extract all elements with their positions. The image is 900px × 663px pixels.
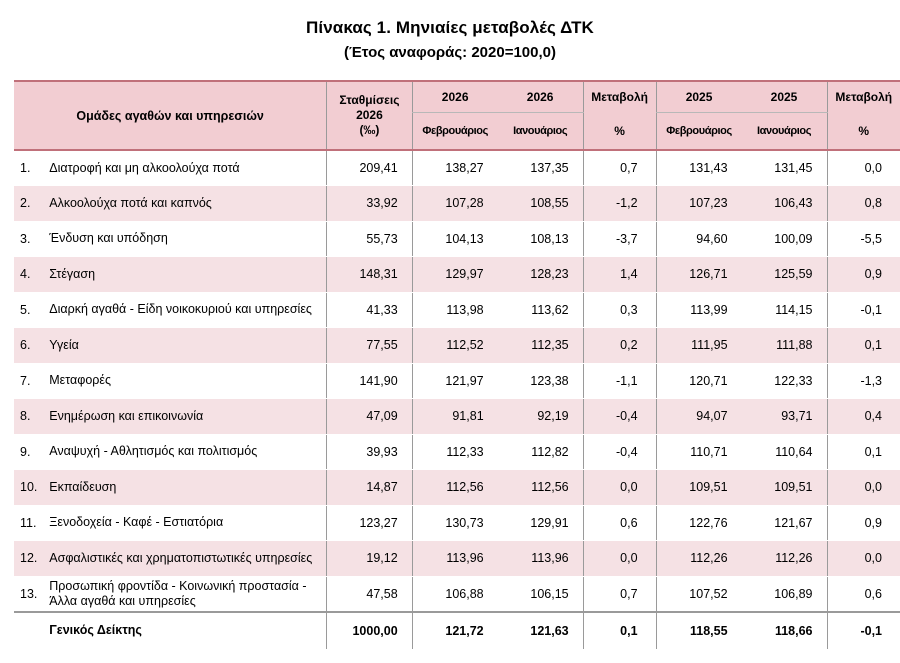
row-change-2026: -0,4 bbox=[583, 399, 656, 435]
row-number: 9. bbox=[14, 434, 45, 470]
row-jan-2025: 100,09 bbox=[742, 221, 827, 257]
row-number: 13. bbox=[14, 576, 45, 612]
row-change-2026: -1,2 bbox=[583, 186, 656, 222]
row-jan-2026: 112,82 bbox=[498, 434, 583, 470]
row-feb-2025: 107,23 bbox=[656, 186, 741, 222]
table-row bbox=[14, 221, 900, 257]
row-jan-2025: 114,15 bbox=[742, 292, 827, 328]
row-change-2026: -1,1 bbox=[583, 363, 656, 399]
row-jan-2025: 131,45 bbox=[742, 150, 827, 186]
row-weight: 39,93 bbox=[327, 434, 412, 470]
pct-header-2026: % bbox=[583, 113, 656, 151]
row-name: Ξενοδοχεία - Καφέ - Εστιατόρια bbox=[45, 505, 326, 541]
row-name: Προσωπική φροντίδα - Κοινωνική προστασία - Άλλα αγαθά και υπηρεσίες bbox=[45, 576, 326, 612]
row-change-2025: 0,0 bbox=[827, 541, 900, 577]
weights-header-line2: 2026 bbox=[356, 108, 383, 122]
row-jan-2025: 125,59 bbox=[742, 257, 827, 293]
table-row bbox=[14, 434, 900, 470]
row-name: Μεταφορές bbox=[45, 363, 326, 399]
row-feb-2025: 94,07 bbox=[656, 399, 741, 435]
weights-header-line1: Σταθμίσεις bbox=[339, 93, 400, 107]
table-header bbox=[14, 81, 900, 150]
total-num bbox=[14, 612, 45, 649]
row-change-2026: -3,7 bbox=[583, 221, 656, 257]
total-change-2025: -0,1 bbox=[827, 612, 900, 649]
year-header-2025-jan: 2025 bbox=[742, 81, 827, 113]
row-change-2026: 0,0 bbox=[583, 541, 656, 577]
total-row bbox=[14, 612, 900, 649]
row-name: Ενημέρωση και επικοινωνία bbox=[45, 399, 326, 435]
row-number: 4. bbox=[14, 257, 45, 293]
month-header-jan-2026: Ιανουάριος bbox=[498, 113, 583, 151]
table-title: Πίνακας 1. Μηνιαίες μεταβολές ΔΤΚ bbox=[306, 18, 594, 37]
row-name: Υγεία bbox=[45, 328, 326, 364]
month-header-feb-2026: Φεβρουάριος bbox=[412, 113, 497, 151]
total-feb-2025: 118,55 bbox=[656, 612, 741, 649]
pct-header-2025: % bbox=[827, 113, 900, 151]
row-jan-2025: 111,88 bbox=[742, 328, 827, 364]
row-feb-2026: 113,96 bbox=[412, 541, 497, 577]
table-row bbox=[14, 399, 900, 435]
total-change-2026: 0,1 bbox=[583, 612, 656, 649]
row-feb-2025: 122,76 bbox=[656, 505, 741, 541]
row-feb-2026: 138,27 bbox=[412, 150, 497, 186]
total-name: Γενικός Δείκτης bbox=[45, 612, 326, 649]
row-change-2026: 0,7 bbox=[583, 576, 656, 612]
row-jan-2026: 137,35 bbox=[498, 150, 583, 186]
row-feb-2025: 107,52 bbox=[656, 576, 741, 612]
row-feb-2026: 121,97 bbox=[412, 363, 497, 399]
row-name: Διατροφή και μη αλκοολούχα ποτά bbox=[45, 150, 326, 186]
month-header-feb-2025: Φεβρουάριος bbox=[656, 113, 741, 151]
table-row bbox=[14, 470, 900, 506]
row-number: 3. bbox=[14, 221, 45, 257]
row-feb-2025: 94,60 bbox=[656, 221, 741, 257]
table-row bbox=[14, 257, 900, 293]
row-feb-2026: 113,98 bbox=[412, 292, 497, 328]
row-weight: 123,27 bbox=[327, 505, 412, 541]
row-weight: 47,58 bbox=[327, 576, 412, 612]
row-number: 6. bbox=[14, 328, 45, 364]
table-row bbox=[14, 292, 900, 328]
row-number: 8. bbox=[14, 399, 45, 435]
row-change-2025: 0,1 bbox=[827, 434, 900, 470]
row-jan-2026: 108,13 bbox=[498, 221, 583, 257]
row-change-2026: 0,6 bbox=[583, 505, 656, 541]
row-jan-2025: 112,26 bbox=[742, 541, 827, 577]
row-change-2025: 0,0 bbox=[827, 470, 900, 506]
cpi-table bbox=[14, 80, 900, 649]
row-feb-2026: 91,81 bbox=[412, 399, 497, 435]
row-feb-2026: 104,13 bbox=[412, 221, 497, 257]
row-change-2025: -5,5 bbox=[827, 221, 900, 257]
row-change-2026: 0,0 bbox=[583, 470, 656, 506]
table-row bbox=[14, 541, 900, 577]
row-jan-2025: 109,51 bbox=[742, 470, 827, 506]
row-number: 2. bbox=[14, 186, 45, 222]
row-jan-2025: 93,71 bbox=[742, 399, 827, 435]
row-change-2026: 0,7 bbox=[583, 150, 656, 186]
row-jan-2025: 121,67 bbox=[742, 505, 827, 541]
row-feb-2025: 111,95 bbox=[656, 328, 741, 364]
row-jan-2025: 106,43 bbox=[742, 186, 827, 222]
table-body bbox=[14, 150, 900, 649]
row-name: Εκπαίδευση bbox=[45, 470, 326, 506]
year-header-2026-feb: 2026 bbox=[412, 81, 497, 113]
row-change-2025: 0,8 bbox=[827, 186, 900, 222]
row-weight: 55,73 bbox=[327, 221, 412, 257]
row-jan-2026: 106,15 bbox=[498, 576, 583, 612]
change-header-2026: Μεταβολή bbox=[583, 81, 656, 113]
row-change-2025: 0,9 bbox=[827, 505, 900, 541]
row-change-2026: 0,3 bbox=[583, 292, 656, 328]
table-row bbox=[14, 363, 900, 399]
row-weight: 19,12 bbox=[327, 541, 412, 577]
table-row bbox=[14, 576, 900, 612]
row-change-2025: -1,3 bbox=[827, 363, 900, 399]
row-jan-2026: 112,56 bbox=[498, 470, 583, 506]
row-weight: 148,31 bbox=[327, 257, 412, 293]
row-name: Αναψυχή - Αθλητισμός και πολιτισμός bbox=[45, 434, 326, 470]
total-feb-2026: 121,72 bbox=[412, 612, 497, 649]
row-feb-2025: 113,99 bbox=[656, 292, 741, 328]
row-jan-2026: 113,62 bbox=[498, 292, 583, 328]
row-change-2025: 0,9 bbox=[827, 257, 900, 293]
row-jan-2026: 129,91 bbox=[498, 505, 583, 541]
row-name: Διαρκή αγαθά - Είδη νοικοκυριού και υπηρεσίες bbox=[45, 292, 326, 328]
row-jan-2026: 92,19 bbox=[498, 399, 583, 435]
row-jan-2025: 110,64 bbox=[742, 434, 827, 470]
row-change-2026: 1,4 bbox=[583, 257, 656, 293]
table-row bbox=[14, 328, 900, 364]
row-name: Αλκοολούχα ποτά και καπνός bbox=[45, 186, 326, 222]
row-number: 5. bbox=[14, 292, 45, 328]
row-feb-2025: 131,43 bbox=[656, 150, 741, 186]
row-jan-2025: 106,89 bbox=[742, 576, 827, 612]
row-name: Ασφαλιστικές και χρηματοπιστωτικές υπηρεσίες bbox=[45, 541, 326, 577]
row-change-2026: -0,4 bbox=[583, 434, 656, 470]
row-weight: 141,90 bbox=[327, 363, 412, 399]
row-change-2025: -0,1 bbox=[827, 292, 900, 328]
row-change-2025: 0,4 bbox=[827, 399, 900, 435]
row-feb-2026: 129,97 bbox=[412, 257, 497, 293]
row-number: 12. bbox=[14, 541, 45, 577]
row-weight: 77,55 bbox=[327, 328, 412, 364]
row-change-2025: 0,0 bbox=[827, 150, 900, 186]
row-number: 11. bbox=[14, 505, 45, 541]
table-row bbox=[14, 186, 900, 222]
table-row bbox=[14, 150, 900, 186]
row-weight: 209,41 bbox=[327, 150, 412, 186]
row-feb-2026: 106,88 bbox=[412, 576, 497, 612]
row-number: 10. bbox=[14, 470, 45, 506]
row-change-2026: 0,2 bbox=[583, 328, 656, 364]
row-jan-2026: 112,35 bbox=[498, 328, 583, 364]
year-header-2026-jan: 2026 bbox=[498, 81, 583, 113]
total-jan-2025: 118,66 bbox=[742, 612, 827, 649]
table-subtitle: (Έτος αναφοράς: 2020=100,0) bbox=[344, 44, 556, 61]
row-feb-2026: 112,33 bbox=[412, 434, 497, 470]
row-weight: 41,33 bbox=[327, 292, 412, 328]
row-jan-2026: 123,38 bbox=[498, 363, 583, 399]
row-feb-2026: 112,52 bbox=[412, 328, 497, 364]
row-change-2025: 0,1 bbox=[827, 328, 900, 364]
month-header-jan-2025: Ιανουάριος bbox=[742, 113, 827, 151]
row-weight: 14,87 bbox=[327, 470, 412, 506]
row-jan-2025: 122,33 bbox=[742, 363, 827, 399]
row-weight: 33,92 bbox=[327, 186, 412, 222]
row-number: 7. bbox=[14, 363, 45, 399]
weights-header bbox=[327, 81, 412, 150]
row-jan-2026: 113,96 bbox=[498, 541, 583, 577]
total-weight: 1000,00 bbox=[327, 612, 412, 649]
row-feb-2025: 109,51 bbox=[656, 470, 741, 506]
row-jan-2026: 108,55 bbox=[498, 186, 583, 222]
groups-header: Ομάδες αγαθών και υπηρεσιών bbox=[14, 81, 327, 150]
row-feb-2026: 130,73 bbox=[412, 505, 497, 541]
total-jan-2026: 121,63 bbox=[498, 612, 583, 649]
row-feb-2025: 110,71 bbox=[656, 434, 741, 470]
row-weight: 47,09 bbox=[327, 399, 412, 435]
row-feb-2026: 107,28 bbox=[412, 186, 497, 222]
change-header-2025: Μεταβολή bbox=[827, 81, 900, 113]
table-row bbox=[14, 505, 900, 541]
row-feb-2025: 120,71 bbox=[656, 363, 741, 399]
row-name: Στέγαση bbox=[45, 257, 326, 293]
row-change-2025: 0,6 bbox=[827, 576, 900, 612]
row-name: Ένδυση και υπόδηση bbox=[45, 221, 326, 257]
row-feb-2025: 126,71 bbox=[656, 257, 741, 293]
weights-header-line3: (‰) bbox=[359, 123, 380, 137]
row-jan-2026: 128,23 bbox=[498, 257, 583, 293]
row-number: 1. bbox=[14, 150, 45, 186]
year-header-2025-feb: 2025 bbox=[656, 81, 741, 113]
row-feb-2026: 112,56 bbox=[412, 470, 497, 506]
row-feb-2025: 112,26 bbox=[656, 541, 741, 577]
